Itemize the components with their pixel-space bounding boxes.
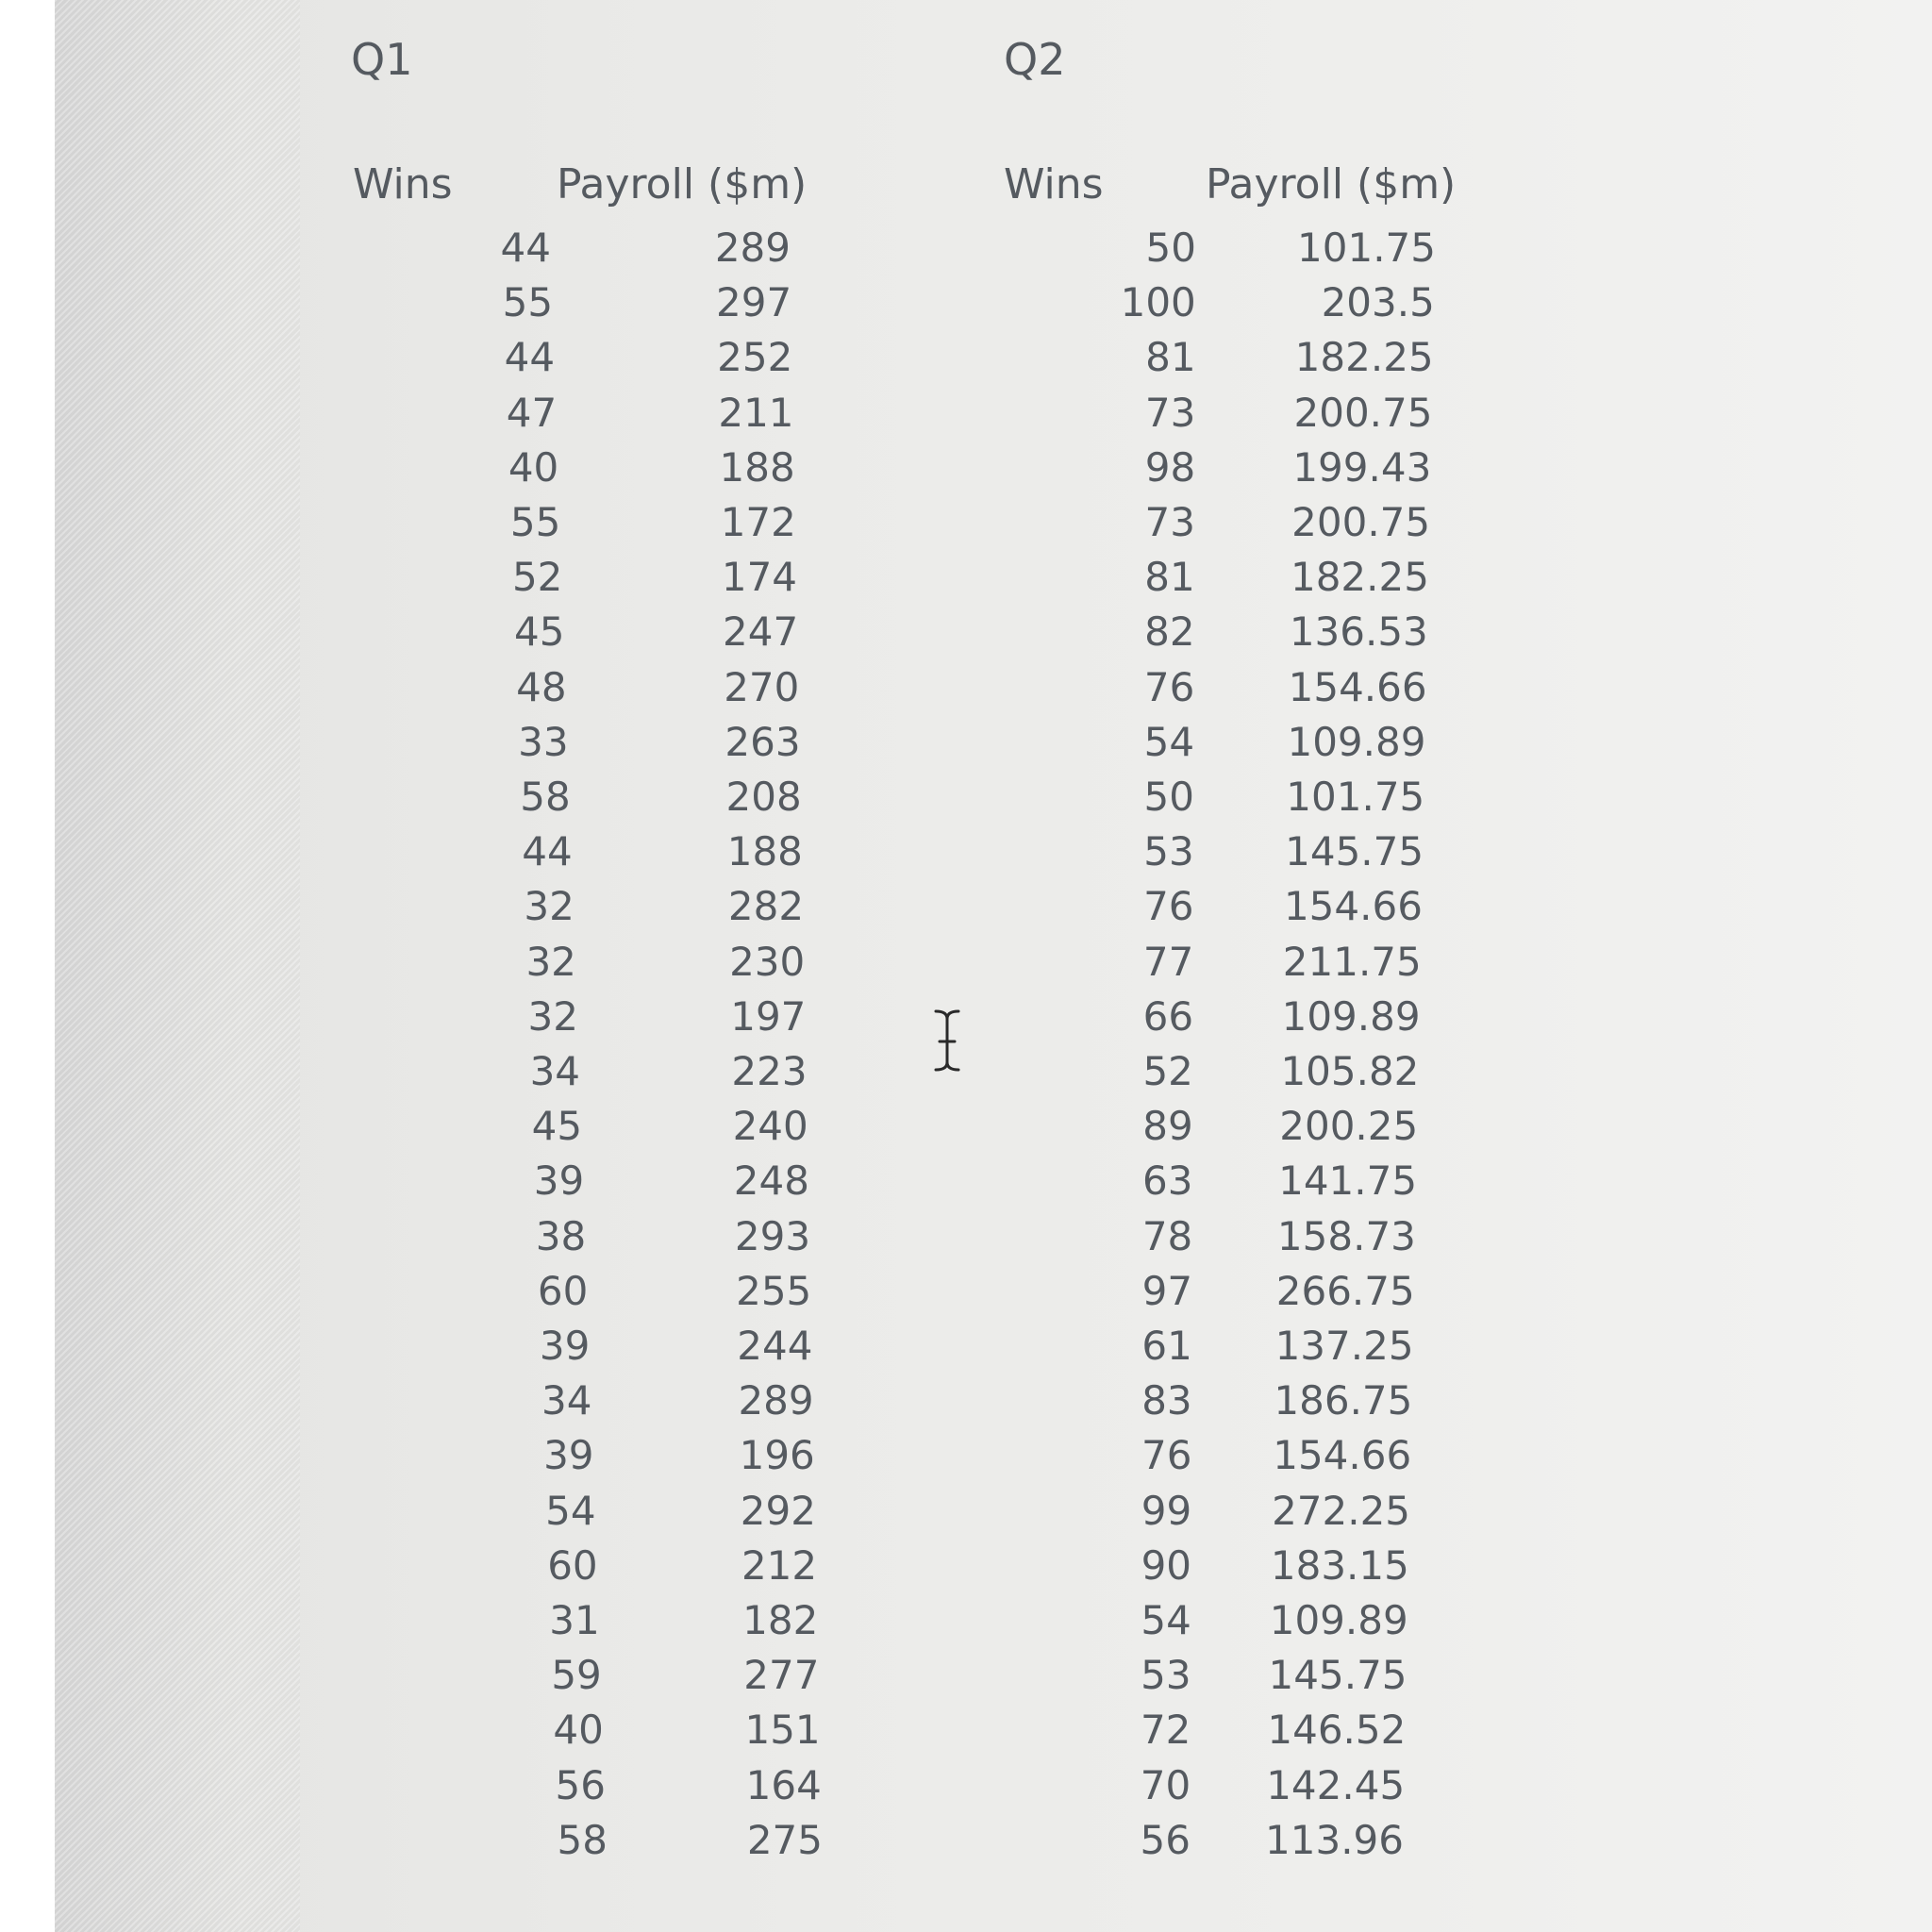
q2-payroll-cell[interactable]: 186.75 [1274, 1377, 1413, 1424]
q2-wins-cell[interactable]: 53 [1141, 1652, 1191, 1699]
q1-payroll-cell[interactable]: 182 [742, 1597, 819, 1643]
q1-wins-cell[interactable]: 34 [529, 1048, 581, 1094]
q2-wins-cell[interactable]: 66 [1142, 992, 1194, 1040]
q1-payroll-cell[interactable]: 255 [736, 1267, 812, 1314]
q2-payroll-cell[interactable]: 272.25 [1272, 1487, 1411, 1534]
q2-payroll-cell[interactable]: 101.75 [1297, 225, 1436, 271]
q2-wins-cell[interactable]: 76 [1143, 663, 1195, 710]
q1-payroll-cell[interactable]: 275 [746, 1816, 823, 1863]
q2-wins-cell[interactable]: 72 [1140, 1707, 1191, 1754]
q2-payroll-cell[interactable]: 182.25 [1290, 554, 1429, 601]
q2-payroll-cell[interactable]: 145.75 [1268, 1652, 1407, 1699]
q2-payroll-cell[interactable]: 146.52 [1267, 1707, 1407, 1754]
q2-wins-cell[interactable]: 52 [1142, 1048, 1193, 1094]
q2-wins-header[interactable]: Wins [1004, 160, 1104, 208]
q1-wins-header[interactable]: Wins [353, 160, 453, 208]
q1-payroll-cell[interactable]: 289 [738, 1377, 814, 1424]
q1-wins-cell[interactable]: 59 [551, 1652, 602, 1699]
q2-wins-cell[interactable]: 50 [1143, 774, 1194, 820]
q2-payroll-cell[interactable]: 211.75 [1282, 938, 1422, 985]
q1-payroll-cell[interactable]: 289 [714, 225, 791, 271]
q2-payroll-cell[interactable]: 154.66 [1288, 663, 1427, 710]
q2-wins-cell[interactable]: 54 [1141, 1597, 1191, 1643]
q2-wins-cell[interactable]: 63 [1142, 1158, 1193, 1205]
q2-wins-cell[interactable]: 100 [1120, 279, 1196, 326]
q1-payroll-cell[interactable]: 211 [718, 389, 794, 436]
q1-wins-cell[interactable]: 34 [541, 1377, 592, 1424]
q2-wins-cell[interactable]: 61 [1141, 1323, 1192, 1369]
q2-wins-cell[interactable]: 76 [1143, 883, 1194, 930]
q1-wins-cell[interactable]: 32 [525, 938, 576, 985]
q1-payroll-cell[interactable]: 151 [744, 1707, 821, 1754]
q1-payroll-cell[interactable]: 277 [743, 1652, 820, 1699]
q1-wins-cell[interactable]: 55 [502, 279, 554, 326]
q2-payroll-cell[interactable]: 200.25 [1279, 1103, 1419, 1150]
q1-wins-cell[interactable]: 52 [511, 554, 563, 601]
q1-wins-cell[interactable]: 60 [537, 1267, 589, 1314]
q2-payroll-cell[interactable]: 266.75 [1275, 1267, 1415, 1314]
q1-wins-cell[interactable]: 44 [500, 225, 551, 271]
q1-payroll-cell[interactable]: 297 [716, 279, 792, 326]
q1-payroll-cell[interactable]: 270 [724, 663, 800, 710]
q2-wins-cell[interactable]: 73 [1144, 499, 1195, 545]
q2-wins-cell[interactable]: 56 [1140, 1816, 1191, 1863]
q2-payroll-cell[interactable]: 109.89 [1287, 718, 1426, 765]
q1-payroll-cell[interactable]: 188 [719, 443, 795, 491]
q2-payroll-cell[interactable]: 141.75 [1278, 1158, 1418, 1205]
q2-wins-cell[interactable]: 98 [1144, 443, 1196, 491]
q1-payroll-cell[interactable]: 172 [720, 499, 796, 545]
q1-label[interactable]: Q1 [351, 34, 413, 85]
q2-payroll-cell[interactable]: 199.43 [1292, 443, 1432, 491]
q1-payroll-header[interactable]: Payroll ($m) [557, 160, 808, 208]
q2-label[interactable]: Q2 [1004, 34, 1066, 85]
q1-payroll-cell[interactable]: 196 [739, 1432, 815, 1479]
q1-payroll-cell[interactable]: 208 [725, 774, 802, 820]
q1-wins-cell[interactable]: 32 [524, 883, 575, 930]
q2-payroll-cell[interactable]: 101.75 [1286, 774, 1425, 820]
q2-wins-cell[interactable]: 76 [1141, 1432, 1192, 1479]
q2-wins-cell[interactable]: 73 [1144, 389, 1196, 436]
q2-payroll-cell[interactable]: 154.66 [1283, 883, 1423, 930]
q1-payroll-cell[interactable]: 263 [724, 718, 801, 765]
q1-payroll-cell[interactable]: 293 [734, 1212, 811, 1259]
q2-wins-cell[interactable]: 50 [1145, 225, 1196, 271]
q1-wins-cell[interactable]: 39 [539, 1323, 591, 1369]
q1-wins-cell[interactable]: 54 [545, 1487, 596, 1534]
q1-payroll-cell[interactable]: 230 [729, 938, 806, 985]
q1-wins-cell[interactable]: 44 [522, 828, 573, 875]
q2-payroll-cell[interactable]: 154.66 [1273, 1432, 1412, 1479]
q2-wins-cell[interactable]: 83 [1141, 1377, 1192, 1424]
q1-payroll-cell[interactable]: 164 [745, 1761, 822, 1808]
q2-payroll-cell[interactable]: 182.25 [1294, 334, 1434, 381]
q2-payroll-cell[interactable]: 109.89 [1281, 992, 1421, 1040]
q2-payroll-cell[interactable]: 113.96 [1265, 1816, 1404, 1863]
q1-payroll-cell[interactable]: 244 [737, 1323, 813, 1369]
q1-payroll-cell[interactable]: 174 [721, 554, 798, 601]
q2-payroll-cell[interactable]: 200.75 [1291, 499, 1431, 545]
q1-wins-cell[interactable]: 33 [518, 718, 569, 765]
q1-wins-cell[interactable]: 60 [547, 1541, 598, 1589]
q1-wins-cell[interactable]: 47 [506, 389, 558, 436]
q2-payroll-cell[interactable]: 105.82 [1280, 1048, 1420, 1094]
q2-payroll-cell[interactable]: 183.15 [1270, 1541, 1409, 1589]
q2-payroll-cell[interactable]: 158.73 [1276, 1212, 1416, 1259]
q2-payroll-cell[interactable]: 203.5 [1321, 279, 1435, 326]
q2-wins-cell[interactable]: 89 [1142, 1103, 1193, 1150]
q2-wins-cell[interactable]: 99 [1141, 1487, 1192, 1534]
text-cursor-icon [928, 1008, 966, 1074]
q2-payroll-cell[interactable]: 142.45 [1266, 1761, 1406, 1808]
q1-wins-cell[interactable]: 56 [555, 1761, 606, 1808]
q1-wins-cell[interactable]: 32 [527, 992, 578, 1040]
q1-payroll-cell[interactable]: 197 [730, 992, 807, 1040]
q1-wins-cell[interactable]: 38 [535, 1212, 587, 1259]
q2-payroll-cell[interactable]: 109.89 [1269, 1597, 1408, 1643]
q1-payroll-cell[interactable]: 248 [733, 1158, 809, 1205]
q2-wins-cell[interactable]: 77 [1142, 938, 1194, 985]
q1-wins-cell[interactable]: 58 [557, 1816, 608, 1863]
q2-payroll-header[interactable]: Payroll ($m) [1206, 160, 1457, 208]
q1-payroll-cell[interactable]: 282 [727, 883, 805, 930]
q1-payroll-cell[interactable]: 212 [741, 1541, 818, 1589]
q1-wins-cell[interactable]: 40 [508, 443, 559, 491]
q1-payroll-cell[interactable]: 292 [740, 1487, 816, 1534]
q1-wins-cell[interactable]: 48 [516, 663, 567, 710]
q1-wins-cell[interactable]: 45 [514, 608, 565, 656]
q2-wins-cell[interactable]: 97 [1141, 1267, 1193, 1314]
q1-wins-cell[interactable]: 58 [520, 774, 571, 820]
q2-wins-cell[interactable]: 81 [1145, 334, 1196, 381]
q2-payroll-cell[interactable]: 145.75 [1285, 828, 1424, 875]
q1-wins-cell[interactable]: 39 [533, 1158, 585, 1205]
q2-wins-cell[interactable]: 70 [1140, 1761, 1191, 1808]
q1-payroll-cell[interactable]: 223 [731, 1048, 808, 1094]
q2-wins-cell[interactable]: 78 [1141, 1212, 1193, 1259]
q1-wins-cell[interactable]: 31 [549, 1597, 600, 1643]
q2-wins-cell[interactable]: 54 [1143, 718, 1195, 765]
q2-wins-cell[interactable]: 53 [1143, 828, 1194, 875]
q1-wins-cell[interactable]: 39 [543, 1432, 594, 1479]
q2-payroll-cell[interactable]: 200.75 [1293, 389, 1433, 436]
q2-wins-cell[interactable]: 90 [1141, 1541, 1192, 1589]
q1-wins-cell[interactable]: 44 [504, 334, 556, 381]
q1-payroll-cell[interactable]: 240 [732, 1103, 808, 1150]
q2-payroll-cell[interactable]: 137.25 [1274, 1323, 1414, 1369]
q1-payroll-cell[interactable]: 188 [726, 828, 803, 875]
q1-wins-cell[interactable]: 45 [531, 1103, 583, 1150]
q1-payroll-cell[interactable]: 247 [723, 608, 799, 656]
q2-payroll-cell[interactable]: 136.53 [1289, 608, 1428, 656]
q1-wins-cell[interactable]: 40 [553, 1707, 604, 1754]
q2-wins-cell[interactable]: 81 [1144, 554, 1195, 601]
q1-wins-cell[interactable]: 55 [509, 499, 561, 545]
q1-payroll-cell[interactable]: 252 [717, 334, 793, 381]
q2-wins-cell[interactable]: 82 [1144, 608, 1195, 656]
